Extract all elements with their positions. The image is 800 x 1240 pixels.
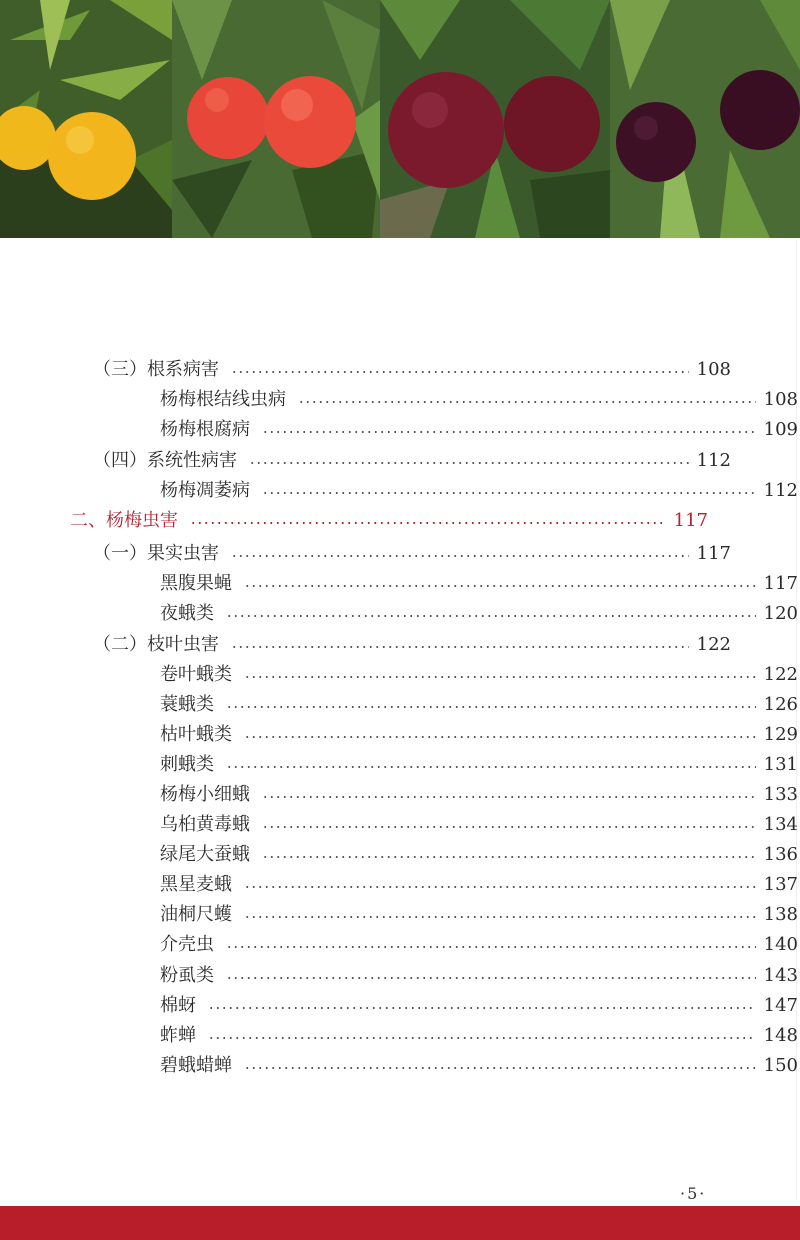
dark-red-bayberry-photo: [380, 0, 610, 238]
toc-entry-page: 150: [763, 1055, 798, 1076]
toc-dot-leader: [262, 796, 756, 798]
toc-entry-page: 138: [763, 904, 798, 925]
toc-entry-page: 129: [763, 724, 798, 745]
toc-dot-leader: [262, 431, 756, 433]
toc-entry-section[interactable]: [0, 446, 731, 476]
toc-entry-label: 介壳虫: [160, 934, 214, 955]
toc-dot-leader: [262, 826, 756, 828]
toc-dot-leader: [208, 1037, 756, 1039]
red-bayberry-photo: [172, 0, 380, 238]
toc-entry-item[interactable]: [0, 750, 798, 780]
toc-entry-item[interactable]: [0, 1051, 798, 1081]
toc-dot-leader: [262, 492, 756, 494]
toc-entry-page: 112: [763, 480, 798, 501]
yellow-bayberry-photo: [0, 0, 172, 238]
toc-entry-page: 137: [763, 874, 798, 895]
toc-dot-leader: [208, 1007, 756, 1009]
toc-entry-label: 蓑蛾类: [160, 694, 214, 715]
toc-dot-leader: [231, 646, 689, 648]
toc-entry-label: 卷叶蛾类: [160, 664, 232, 685]
toc-dot-leader: [231, 555, 689, 557]
bottom-color-band: [0, 1206, 800, 1240]
toc-entry-label: （二）枝叶虫害: [93, 634, 219, 655]
toc-entry-label: （四）系统性病害: [93, 450, 237, 471]
toc-entry-label: 枯叶蛾类: [160, 724, 232, 745]
toc-entry-page: 120: [763, 603, 798, 624]
toc-entry-page: 147: [763, 995, 798, 1016]
toc-entry-page: 126: [763, 694, 798, 715]
toc-dot-leader: [231, 371, 689, 373]
toc-entry-label: 杨梅凋萎病: [160, 480, 250, 501]
toc-entry-page: 108: [763, 389, 798, 410]
toc-entry-item[interactable]: [0, 1021, 798, 1051]
toc-entry-label: 乌桕黄毒蛾: [160, 814, 250, 835]
toc-entry-page: 131: [763, 754, 798, 775]
toc-entry-label: 刺蛾类: [160, 754, 214, 775]
toc-entry-page: 140: [763, 934, 798, 955]
toc-entry-item[interactable]: [0, 961, 798, 991]
toc-entry-label: 粉虱类: [160, 965, 214, 986]
toc-dot-leader: [226, 766, 756, 768]
toc-entry-page: 143: [763, 965, 798, 986]
toc-dot-leader: [249, 462, 689, 464]
toc-entry-item[interactable]: [0, 415, 798, 445]
toc-dot-leader: [244, 676, 756, 678]
toc-dot-leader: [262, 856, 756, 858]
toc-entry-section[interactable]: [0, 630, 731, 660]
toc-entry-item[interactable]: [0, 599, 798, 629]
toc-dot-leader: [226, 615, 756, 617]
toc-entry-page: 122: [763, 664, 798, 685]
toc-entry-page: 109: [763, 419, 798, 440]
toc-entry-label: 杨梅小细蛾: [160, 784, 250, 805]
toc-entry-page: 117: [673, 510, 708, 531]
toc-entry-label: 绿尾大蚕蛾: [160, 844, 250, 865]
toc-entry-label: 棉蚜: [160, 995, 196, 1016]
toc-entry-item[interactable]: [0, 810, 798, 840]
toc-dot-leader: [226, 977, 756, 979]
toc-entry-label: 油桐尺蠖: [160, 904, 232, 925]
toc-entry-part[interactable]: [0, 506, 708, 536]
toc-entry-label: 蚱蝉: [160, 1025, 196, 1046]
toc-entry-item[interactable]: [0, 840, 798, 870]
toc-dot-leader: [244, 736, 756, 738]
header-photo-strip: [0, 0, 800, 238]
toc-entry-item[interactable]: [0, 385, 798, 415]
toc-entry-item[interactable]: [0, 476, 798, 506]
toc-dot-leader: [244, 886, 756, 888]
toc-entry-item[interactable]: [0, 690, 798, 720]
toc-dot-leader: [244, 916, 756, 918]
toc-entry-label: 黑星麦蛾: [160, 874, 232, 895]
toc-entry-item[interactable]: [0, 660, 798, 690]
toc-dot-leader: [190, 522, 666, 524]
toc-entry-label: 夜蛾类: [160, 603, 214, 624]
toc-entry-label: 碧蛾蜡蝉: [160, 1055, 232, 1076]
toc-entry-page: 117: [763, 573, 798, 594]
toc-entry-page: 117: [696, 543, 731, 564]
toc-entry-item[interactable]: [0, 870, 798, 900]
purple-bayberry-photo: [610, 0, 800, 238]
toc-entry-item[interactable]: [0, 930, 798, 960]
toc-entry-item[interactable]: [0, 900, 798, 930]
toc-entry-item[interactable]: [0, 569, 798, 599]
toc-entry-label: 杨梅根结线虫病: [160, 389, 286, 410]
toc-entry-page: 134: [763, 814, 798, 835]
toc-entry-section[interactable]: [0, 539, 731, 569]
toc-entry-page: 122: [696, 634, 731, 655]
toc-dot-leader: [298, 401, 756, 403]
toc-dot-leader: [226, 706, 756, 708]
toc-entry-label: （三）根系病害: [93, 359, 219, 380]
toc-entry-item[interactable]: [0, 720, 798, 750]
toc-entry-page: 136: [763, 844, 798, 865]
toc-dot-leader: [244, 1067, 756, 1069]
page-number: ·5·: [680, 1184, 707, 1203]
toc-entry-page: 133: [763, 784, 798, 805]
toc-entry-label: （一）果实虫害: [93, 543, 219, 564]
toc-entry-page: 148: [763, 1025, 798, 1046]
toc-entry-item[interactable]: [0, 780, 798, 810]
toc-dot-leader: [244, 585, 756, 587]
toc-entry-section[interactable]: [0, 355, 731, 385]
toc-entry-page: 112: [696, 450, 731, 471]
toc-entry-label: 黑腹果蝇: [160, 573, 232, 594]
toc-entry-label: 二、杨梅虫害: [70, 510, 178, 531]
toc-entry-page: 108: [696, 359, 731, 380]
toc-entry-label: 杨梅根腐病: [160, 419, 250, 440]
toc-dot-leader: [226, 946, 756, 948]
toc-entry-item[interactable]: [0, 991, 798, 1021]
